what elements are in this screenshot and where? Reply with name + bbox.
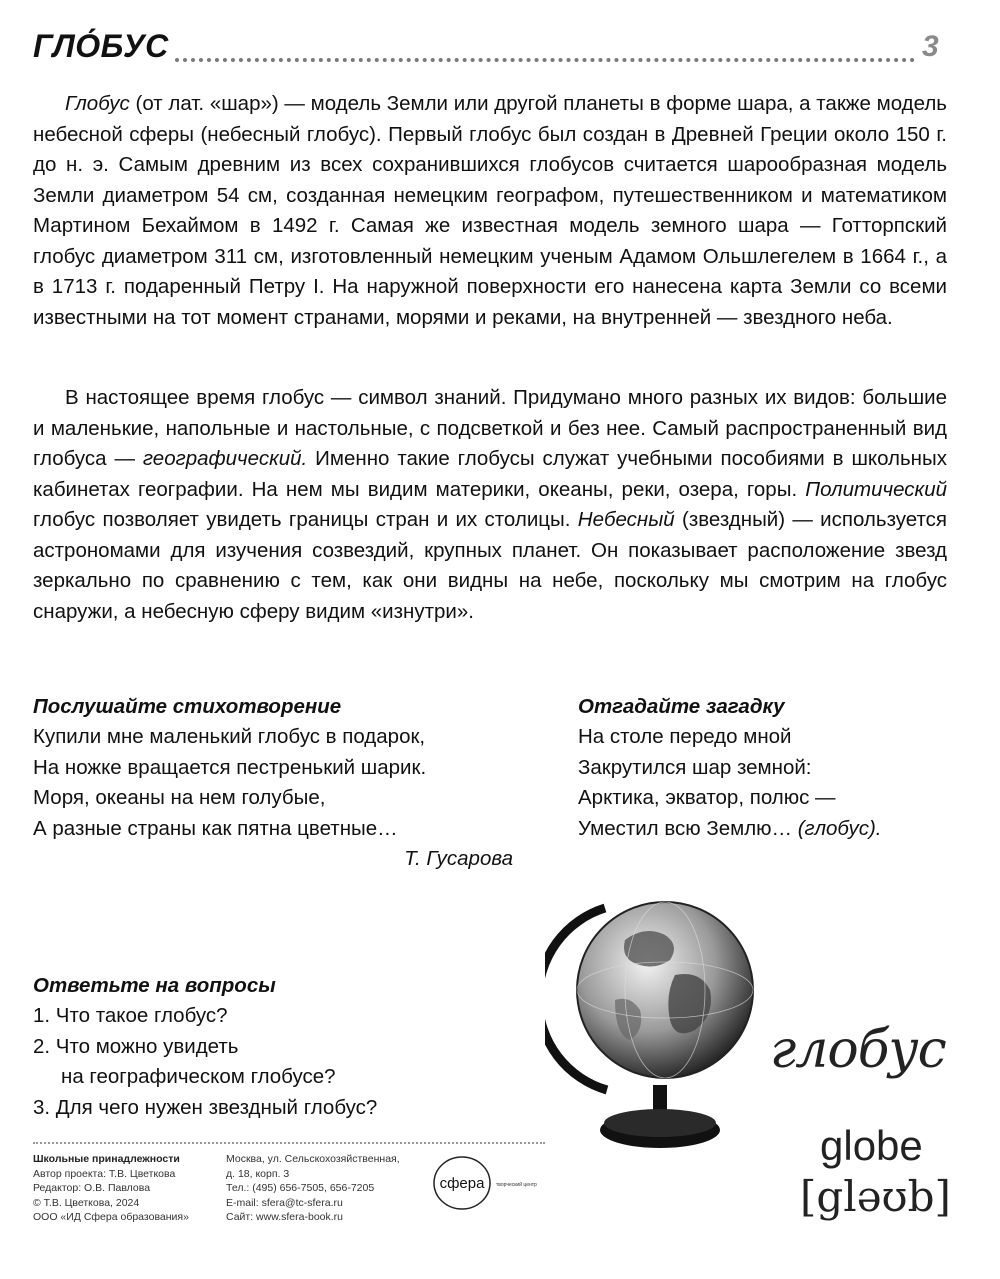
sfera-logo [432,1152,548,1214]
poem-line: Моря, океаны на нем голубые, [33,786,326,809]
page-title: ГЛО́БУС [33,28,169,64]
riddle-line: На столе передо мной [578,725,792,748]
questions-section [33,971,513,1123]
footer-line: E-mail: sfera@tc-sfera.ru [226,1196,343,1209]
question-item: 2. Что можно увидеть [33,1034,239,1058]
poem-author: Т. Гусарова [404,847,513,870]
riddle-title: Отгадайте загадку [578,695,785,718]
text-run: (звездный) — используется астрономами для изучения созвездий, крупных планет. Он показывает расположение звезд зеркально по сравнению с тем, как они видны на небе, поскольку мы смотрим на глобус снаружи, а небесную сферу видим «изнутри». [33,508,947,623]
sfera-logo-subtext: творческий центр [496,1182,537,1188]
italic-term: Небесный [577,508,675,531]
italic-term: Глобус [65,92,130,115]
footer-contacts [226,1152,400,1225]
footer-imprint [33,1152,189,1225]
riddle-line: Закрутился шар земной: [578,755,812,779]
poem-title: Послушайте стихотворение [33,695,342,718]
footer-line: Сайт: www.sfera-book.ru [226,1211,343,1224]
text-run: Именно такие глобусы служат учебными пособиями в школьных кабинетах географии. На нем мы видим материки, океаны, реки, озера, горы. [33,447,947,501]
riddle-answer: (глобус). [797,816,882,840]
poem-line: Купили мне маленький глобус в подарок, [33,725,426,748]
english-word: globe [820,1122,923,1169]
poem-section [33,692,513,875]
riddle-last-line: Уместил всю Землю… [578,816,798,840]
riddle-section [578,692,958,844]
intro-paragraph-2 [33,383,947,627]
footer-line: Редактор: О.В. Павлова [33,1182,151,1195]
question-item-continuation: на географическом глобусе? [61,1065,336,1088]
sfera-logo-text: сфера [439,1175,485,1192]
footer-divider [33,1142,545,1144]
text-run: (от лат. «шар») — модель Земли или другой планеты в форме шара, а также модель небесной сферы (небесный глобус). Первый глобус был создан в Древней Греции около 150 г. до н. э. Самым древним из всех сохранившихся глобусов считается шарообразная модель Земли диаметром 54 см, созданная немецким географом, путешественником и математиком Мартином Бехаймом в 1492 г. Самая же известная модель земного шара — Готторпский глобус диаметром 311 см, изготовленный немецким ученым Адамом Ольшлегелем в 1664 г., а в 1713 г. подаренный Петру I. На наружной поверхности его нанесена карта Земли со всеми известными на тот момент странами, морями и реками, на внутренней — звездного неба. [33,92,947,329]
footer-series: Школьные принадлежности [33,1153,180,1165]
cursive-word: глобус [770,1020,946,1080]
transcription: [gləʊb] [800,1172,951,1221]
poem-line: А разные страны как пятна цветные… [33,816,398,840]
question-item: 3. Для чего нужен звездный глобус? [33,1095,378,1119]
intro-paragraph-1 [33,89,947,333]
footer-line: ООО «ИД Сфера образования» [33,1211,189,1224]
footer-line: Тел.: (495) 656-7505, 656-7205 [226,1182,375,1195]
footer-line: д. 18, корп. 3 [226,1167,290,1180]
italic-term: географический. [142,447,308,470]
text-run: В настоящее время глобус — символ знаний. Придумано много разных их видов: большие и маленькие, напольные и настольные, с подсветкой и без нее. Самый распространенный вид глобуса — [33,386,947,470]
text-run: глобус позволяет увидеть границы стран и их столицы. [33,508,578,531]
questions-title: Ответьте на вопросы [33,974,276,997]
poem-line: На ножке вращается пестренький шарик. [33,755,427,779]
page-number: 3 [922,30,939,63]
italic-term: Политический [805,477,947,501]
riddle-line: Арктика, экватор, полюс — [578,786,836,809]
footer-line: © Т.В. Цветкова, 2024 [33,1196,140,1209]
riddle-line [578,814,958,845]
question-item: 1. Что такое глобус? [33,1004,228,1027]
footer-line: Москва, ул. Сельскохозяйственная, [226,1153,400,1165]
title-leader-dots [175,58,915,62]
footer-line: Автор проекта: Т.В. Цветкова [33,1167,176,1180]
globe-illustration [545,880,765,1160]
